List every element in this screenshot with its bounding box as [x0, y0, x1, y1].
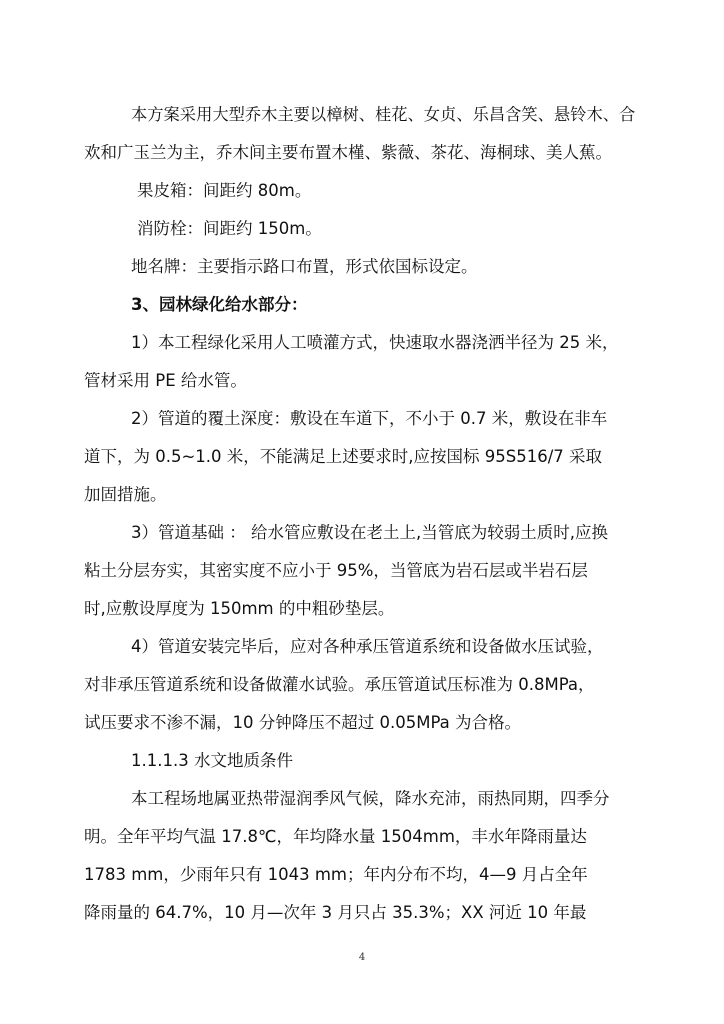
- paragraph-line: 粘土分层夯实，其密实度不应小于 95%，当管底为岩石层或半岩石层: [84, 561, 588, 580]
- paragraph-line: 加固措施。: [84, 485, 167, 504]
- page-number: 4: [358, 952, 366, 963]
- paragraph-line: 3）管道基础 ： 给水管应敷设在老土上,当管底为较弱土质时,应换: [131, 523, 608, 542]
- paragraph-line: 管材采用 PE 给水管。: [84, 371, 247, 390]
- subsection-heading: 1.1.1.3 水文地质条件: [131, 751, 293, 770]
- paragraph-line: 地名牌：主要指示路口布置，形式依国标设定。: [131, 257, 478, 276]
- paragraph-line: 1783 mm，少雨年只有 1043 mm；年内分布不均，4—9 月占全年: [84, 865, 588, 884]
- paragraph-line: 明。全年平均气温 17.8℃，年均降水量 1504mm，丰水年降雨量达: [84, 827, 587, 846]
- paragraph-line: 欢和广玉兰为主，乔木间主要布置木槿、紫薇、茶花、海桐球、美人蕉。: [84, 143, 612, 162]
- paragraph-line: 对非承压管道系统和设备做灌水试验。承压管道试压标准为 0.8MPa，: [84, 675, 595, 694]
- paragraph-line: 本方案采用大型乔木主要以樟树、桂花、女贞、乐昌含笑、悬铃木、合: [131, 105, 636, 124]
- paragraph-line: 道下，为 0.5~1.0 米，不能满足上述要求时,应按国标 95S516/7 采取: [84, 447, 603, 466]
- paragraph-line: 4）管道安装完毕后，应对各种承压管道系统和设备做水压试验，: [131, 637, 604, 656]
- paragraph-line: 时,应敷设厚度为 150mm 的中粗砂垫层。: [84, 599, 395, 618]
- paragraph-line: 果皮箱：间距约 80m。: [137, 181, 312, 200]
- paragraph-line: 试压要求不渗不漏，10 分钟降压不超过 0.05MPa 为合格。: [84, 713, 522, 732]
- section-heading: 3、园林绿化给水部分：: [131, 295, 308, 314]
- paragraph-line: 本工程场地属亚热带湿润季风气候，降水充沛，雨热同期，四季分: [131, 789, 610, 808]
- paragraph-line: 降雨量的 64.7%，10 月—次年 3 月只占 35.3%；XX 河近 10 年最: [84, 903, 587, 922]
- paragraph-line: 1）本工程绿化采用人工喷灌方式，快速取水器浇洒半径为 25 米，: [131, 333, 619, 352]
- paragraph-line: 2）管道的覆土深度：敷设在车道下，不小于 0.7 米，敷设在非车: [131, 409, 608, 428]
- paragraph-line: 消防栓：间距约 150m。: [137, 219, 322, 238]
